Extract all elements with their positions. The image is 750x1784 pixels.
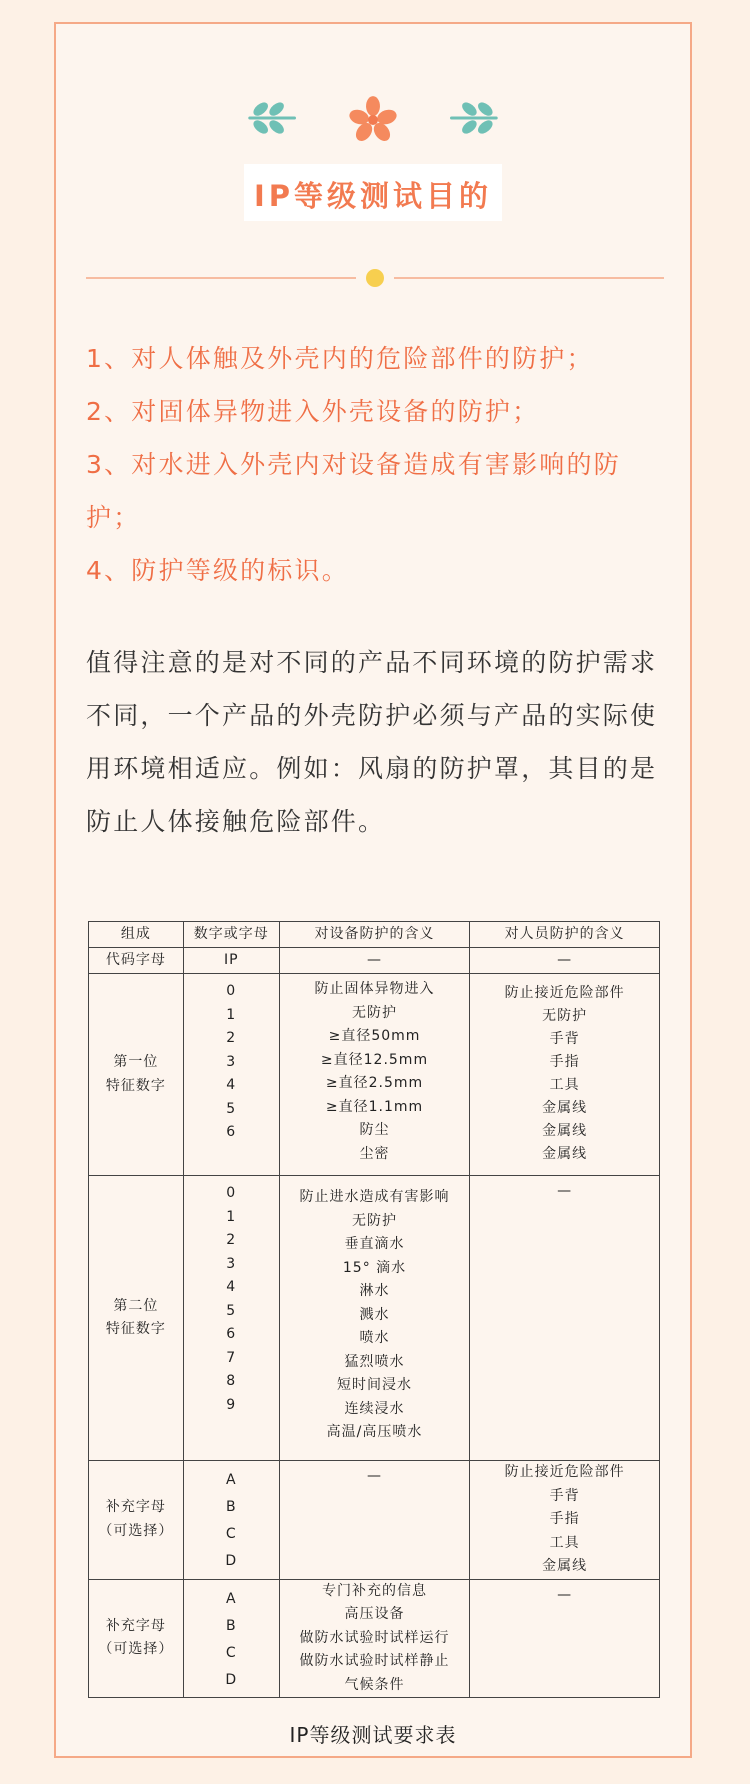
cell-line: 工具: [549, 1077, 580, 1093]
cell-line: 0: [226, 1185, 237, 1201]
cell-line: ≥直径1.1mm: [325, 1098, 424, 1115]
page-title: [56, 164, 690, 221]
letters-cell: [183, 1579, 279, 1698]
purpose-item: 3、对水进入外壳内对设备造成有害影响的防护；: [86, 450, 621, 532]
table-header-cell: 对设备防护的含义: [279, 922, 470, 948]
cell-line: 连续浸水: [344, 1400, 405, 1417]
content-card: [54, 22, 692, 1758]
cell-line: 特征数字: [105, 1077, 166, 1094]
divider-with-dot-icon: [86, 260, 664, 296]
cell-line: 7: [226, 1349, 237, 1366]
cell-line: （可选择）: [98, 1522, 174, 1539]
cell-line: —: [557, 1183, 573, 1199]
cell-line: 防止进水造成有害影响: [299, 1189, 450, 1205]
cell-line: 猛烈喷水: [344, 1353, 405, 1370]
equipment-cell: [279, 1579, 470, 1698]
cell-line: 手指: [549, 1054, 580, 1070]
flower-leaf-decoration-icon: [56, 96, 690, 146]
cell-line: A: [225, 1472, 237, 1488]
cell-line: 溅水: [359, 1306, 390, 1323]
cell-line: 5: [226, 1302, 237, 1319]
cell-line: 气候条件: [344, 1676, 405, 1693]
cell-line: 金属线: [542, 1146, 588, 1162]
personnel-cell: [470, 1176, 660, 1461]
cell-line: 垂直滴水: [344, 1236, 405, 1252]
table-row-supplementary-2: [89, 1579, 660, 1698]
cell-line: ≥直径12.5mm: [320, 1051, 429, 1068]
table-caption: IP等级测试要求表: [289, 1723, 457, 1747]
group-label-cell: [89, 974, 184, 1176]
cell-line: 手指: [549, 1511, 580, 1527]
cell-line: 喷水: [359, 1330, 390, 1346]
cell-line: 4: [226, 1077, 237, 1093]
group-label-cell: [89, 1461, 184, 1580]
cell-line: 3: [226, 1255, 237, 1272]
cell-line: 淋水: [359, 1283, 390, 1299]
cell-line: B: [225, 1617, 237, 1634]
cell-line: 9: [226, 1396, 237, 1413]
table-cell: —: [470, 948, 660, 974]
table-cell: 代码字母: [89, 948, 184, 974]
equipment-cell: [279, 974, 470, 1176]
cell-line: 手背: [549, 1487, 580, 1504]
purpose-item: 1、对人体触及外壳内的危险部件的防护；: [86, 344, 594, 373]
cell-line: 无防护: [542, 1008, 588, 1024]
digits-cell: [183, 974, 279, 1176]
personnel-cell: [470, 1461, 660, 1580]
page-title-text: IP等级测试目的: [244, 164, 502, 221]
cell-line: 8: [226, 1373, 237, 1389]
ip-requirements-table: [88, 921, 660, 1698]
table-header-cell: 对人员防护的含义: [470, 922, 660, 948]
cell-line: ≥直径2.5mm: [325, 1075, 424, 1091]
cell-line: 6: [226, 1124, 237, 1140]
cell-line: 防止接近危险部件: [504, 1464, 625, 1480]
cell-line: 1: [226, 1006, 237, 1023]
cell-line: 防尘: [359, 1122, 390, 1138]
purpose-item: 2、对固体异物进入外壳设备的防护；: [86, 397, 540, 426]
table-row: [89, 948, 660, 974]
cell-line: 手背: [549, 1031, 580, 1047]
cell-line: 尘密: [359, 1145, 390, 1162]
letters-cell: [183, 1461, 279, 1580]
cell-line: C: [225, 1526, 237, 1542]
cell-line: B: [225, 1499, 237, 1515]
purpose-list: [86, 332, 664, 597]
cell-line: 3: [226, 1053, 237, 1070]
equipment-cell: [279, 1461, 470, 1580]
cell-line: 无防护: [352, 1004, 397, 1021]
personnel-cell: [470, 1579, 660, 1698]
cell-line: 2: [226, 1232, 237, 1248]
digits-cell: [183, 1176, 279, 1461]
cell-line: 5: [226, 1100, 237, 1117]
purpose-item: 4、防护等级的标识。: [86, 556, 349, 585]
cell-line: 2: [226, 1030, 237, 1046]
cell-line: 6: [226, 1326, 237, 1342]
table-header-cell: 数字或字母: [183, 922, 279, 948]
cell-line: 高温/高压喷水: [326, 1424, 423, 1440]
cell-line: 防止固体异物进入: [314, 981, 435, 997]
cell-line: 4: [226, 1279, 237, 1295]
cell-line: 做防水试验时试样运行: [299, 1629, 450, 1646]
cell-line: 补充字母: [105, 1499, 166, 1516]
cell-line: （可选择）: [98, 1641, 174, 1658]
cell-line: 补充字母: [105, 1617, 166, 1634]
cell-line: 短时间浸水: [337, 1377, 412, 1393]
table-row-first-digit: [89, 974, 660, 1176]
cell-line: 第二位: [113, 1297, 159, 1314]
equipment-cell: [279, 1176, 470, 1461]
table-row-second-digit: [89, 1176, 660, 1461]
table-cell: IP: [183, 948, 279, 974]
group-label-cell: [89, 1579, 184, 1698]
table-header-row: [89, 922, 660, 948]
note-paragraph: 值得注意的是对不同的产品不同环境的防护需求不同，一个产品的外壳防护必须与产品的实际使用环境相适应。例如：风扇的防护罩，其目的是防止人体接触危险部件。: [86, 648, 658, 836]
cell-line: 做防水试验时试样静止: [299, 1653, 450, 1669]
cell-line: C: [225, 1644, 237, 1661]
cell-line: 金属线: [542, 1100, 588, 1116]
group-label-cell: [89, 1176, 184, 1461]
table-row-supplementary-1: [89, 1461, 660, 1580]
cell-line: 0: [226, 983, 237, 999]
cell-line: D: [225, 1553, 238, 1569]
cell-line: 防止接近危险部件: [504, 985, 625, 1001]
cell-line: ≥直径50mm: [328, 1028, 421, 1044]
cell-line: 金属线: [542, 1123, 588, 1139]
cell-line: 15° 滴水: [342, 1259, 407, 1276]
cell-line: 专门补充的信息: [322, 1582, 427, 1599]
cell-line: 高压设备: [344, 1606, 405, 1622]
cell-line: 无防护: [352, 1212, 397, 1229]
table-header-cell: 组成: [89, 922, 184, 948]
personnel-cell: [470, 974, 660, 1176]
table-cell: —: [279, 948, 470, 974]
cell-line: 1: [226, 1208, 237, 1225]
cell-line: 特征数字: [105, 1321, 166, 1337]
cell-line: A: [225, 1590, 237, 1607]
cell-line: 金属线: [542, 1558, 588, 1574]
cell-line: 第一位: [113, 1054, 159, 1070]
cell-line: 工具: [549, 1534, 580, 1551]
cell-line: —: [557, 1586, 573, 1603]
cell-line: D: [225, 1671, 238, 1688]
cell-line: —: [367, 1468, 382, 1484]
